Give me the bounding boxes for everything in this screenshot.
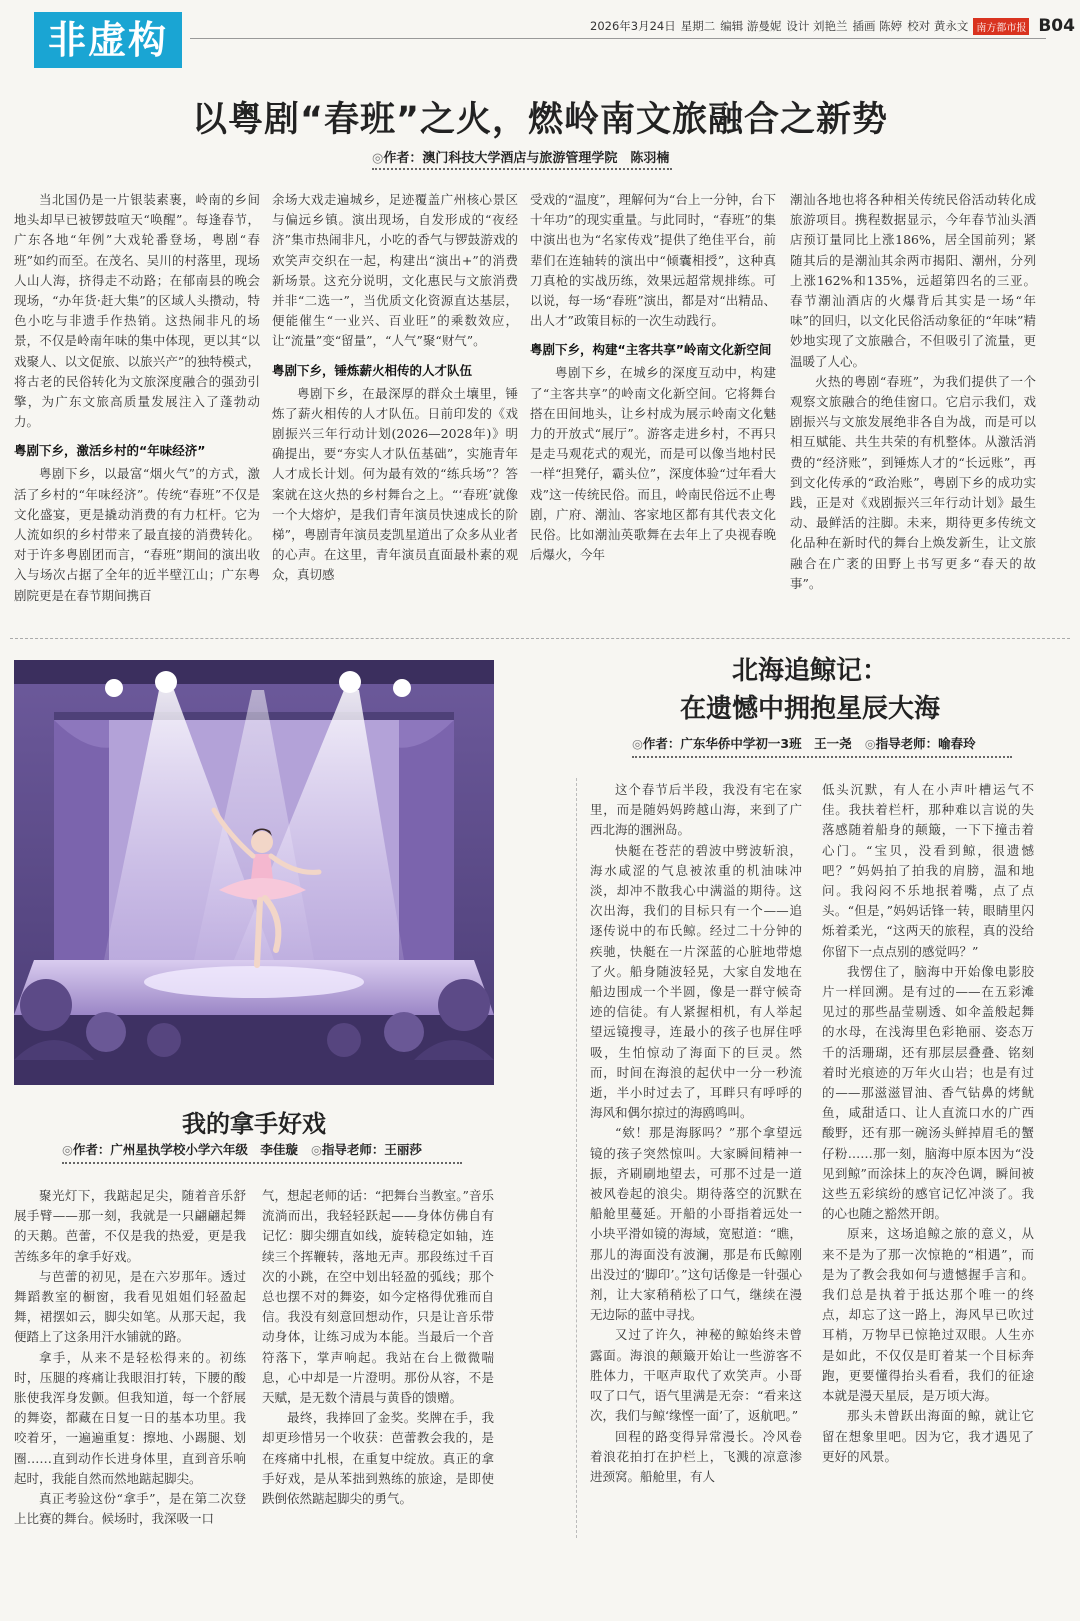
paragraph: 粤剧下乡，在最深厚的群众土壤里，锤炼了薪火相传的人才队伍。日前印发的《戏剧振兴三年行动计划(2026—2028年)》明确提出，要“夯实人才队伍基础”，实施青年人才成长计划。何为最有效的“练兵场”？答案就在这火热的乡村舞台之上。“‘春班’就像一个大熔炉，是我们青年演员快速成长的阶梯”，粤剧青年演员麦凯星道出了众多从业者的心声。在这里，青年演员直面最朴素的观众，真切感 [272,385,518,583]
article3-column-2 [822,780,1034,1467]
article3-title-line1: 北海追鲸记： [731,656,888,686]
column-divider [576,778,577,1538]
newspaper-logo: 南方都市报 [973,18,1029,35]
paragraph: “欸！那是海豚吗？”那个拿望远镜的孩子突然惊叫。大家瞬间精神一振，齐刷刷地望去，可那不过是一道被风卷起的浪尖。期待落空的沉默在船舱里蔓延。开船的小哥指着远处一小块平滑如镜的海域，宽慰道：“瞧，那儿的海面没有波澜，那是布氏鲸刚出没过的‘脚印’。”这句话像是一针强心剂，让大家稍稍松了口气，继续在漫无边际的蓝中寻找。 [590,1125,802,1323]
byline-bullet-icon: ◎ [632,736,643,751]
article3-title-line2: 在遗憾中拥抱星辰大海 [679,694,940,724]
byline-bullet-icon: ◎ [311,1142,322,1157]
article1-column-2 [272,190,518,586]
article3-byline-rule [632,756,1012,758]
paragraph: 火热的粤剧“春班”，为我们提供了一个观察文旅融合的绝佳窗口。它启示我们，戏剧振兴与文旅发展绝非各自为战，而是可以相互赋能、共生共荣的有机整体。从激活消费的“经济账”，到锤炼人才的“长远账”，再到文化传承的“政治账”，粤剧下乡的成功实践，正是对《戏剧振兴三年行动计划》最生动、最鲜活的注脚。未来，期待更多传统文化品种在新时代的舞台上焕发新生，让文旅融合在广袤的田野上书写更多“春天的故事”。 [790,373,1036,591]
paragraph: 粤剧下乡，在城乡的深度互动中，构建了“主客共享”的岭南文化新空间。它将舞台搭在田间地头，让乡村成为展示岭南文化魅力的开放式“展厅”。游客走进乡村，不再只是走马观花式的观光，而是可以像当地村民一样“担凳仔，霸头位”，深度体验“过年看大戏”这一传统民俗。而且，岭南民俗远不止粤剧，广府、潮汕、客家地区都有其代表文化民俗。比如潮汕英歌舞在去年上了央视春晚后爆火，今年 [530,365,776,563]
section-heading: 粤剧下乡，锤炼薪火相传的人才队伍 [272,362,473,378]
paragraph: 快艇在苍茫的碧波中劈波斩浪，海水咸涩的气息被浓重的机油味冲淡，却冲不散我心中满溢的期待。这次出海，我们的目标只有一个——追逐传说中的布氏鲸。经过二十分钟的疾驰，快艇在一片深蓝的心脏地带熄了火。船身随波轻晃，大家自发地在船边围成一个半圆，像是一群守候奇迹的信徒。有人紧握相机，有人举起望远镜搜寻，连最小的孩子也屏住呼吸，生怕惊动了海面下的巨灵。然而，时间在海浪的起伏中一分一秒流逝，半小时过去了，耳畔只有呼呼的海风和偶尔掠过的海鸥鸣叫。 [590,842,802,1121]
byline-bullet-icon: ◎ [62,1142,73,1157]
paragraph: 气，想起老师的话：“把舞台当教室。”音乐流淌而出，我轻轻跃起——身体仿佛自有记忆：脚尖绷直如线，旋转稳定如轴，连续三个挥鞭转，落地无声。那段练过千百次的小跳，在空中划出轻盈的弧线；那个总也摆不对的舞姿，如今定格得优雅而自信。我没有刻意回想动作，只是让音乐带动身体，让练习成为本能。当最后一个音符落下，掌声响起。我站在台上微微喘息，心中却是一片澄明。那份从容，不是天赋，是无数个清晨与黄昏的馈赠。 [262,1188,494,1406]
article2-column-1 [14,1186,246,1529]
article1-column-3 [530,190,776,565]
section-tag: 非虚构 [34,12,182,68]
paragraph: 受戏的“温度”，理解何为“台上一分钟，台下十年功”的现实重量。与此同时，“春班”的集中演出也为“名家传戏”提供了绝佳平台，前辈们在连轴转的演出中“倾囊相授”，这种真刀真枪的实战历练，效果远超常规排练。可以说，每一场“春班”演出，都是对“出精品、出人才”政策目标的一次生动践行。 [530,192,776,329]
paragraph: 拿手，从来不是轻松得来的。初练时，压腿的疼痛让我眼泪打转，下腰的酸胀使我浑身发颤。但我知道，每一个舒展的舞姿，都藏在日复一日的基本功里。我咬着牙，一遍遍重复：擦地、小踢腿、划圈……直到动作长进身体里，直到音乐响起时，我能自然而然地踮起脚尖。 [14,1349,246,1486]
article1-byline-rule [372,168,672,170]
ballet-stage-illustration [14,660,494,1085]
article1-author: 作者：澳门科技大学酒店与旅游管理学院 陈羽楠 [383,151,670,166]
article2-byline-rule [62,1162,462,1164]
article1-byline [372,147,669,166]
paragraph: 最终，我捧回了金奖。奖牌在手，我却更珍惜另一个收获：芭蕾教会我的，是在疼痛中扎根，在重复中绽放。真正的拿手好戏，是从苯拙到熟练的旅途，是即使跌倒依然踮起脚尖的勇气。 [262,1410,494,1507]
section-divider [10,638,1070,639]
article3-title [600,652,1020,728]
article1-column-1 [14,190,260,606]
designer-credit: 设计 刘艳兰 [786,19,848,33]
article3-byline [632,734,976,752]
article3-advisor: 指导老师：喻春玲 [875,736,976,751]
paragraph: 这个春节后半段，我没有宅在家里，而是随妈妈跨越山海，来到了广西北海的涠洲岛。 [590,782,802,838]
editor-credit: 编辑 游曼妮 [720,19,782,33]
paragraph: 真正考验这份“拿手”，是在第二次登上比赛的舞台。候场时，我深吸一口 [14,1491,246,1527]
byline-bullet-icon: ◎ [372,151,384,166]
byline-bullet-icon: ◎ [864,736,876,751]
paragraph: 与芭蕾的初见，是在六岁那年。透过舞蹈教室的橱窗，我看见姐姐们轻盈起舞，裙摆如云，脚尖如笔。从那天起，我便踏上了这条用汗水铺就的路。 [14,1268,246,1345]
paragraph: 原来，这场追鲸之旅的意义，从来不是为了那一次惊艳的“相遇”，而是为了教会我如何与遗憾握手言和。我们总是执着于抵达那个唯一的终点，却忘了这一路上，海风早已吹过耳梢，万物早已惊艳过双眼。人生亦是如此，不仅仅是盯着某一个目标奔跑，更要懂得抬头看看，我们的征途本就是漫天星辰，是万顷大海。 [822,1226,1034,1404]
paragraph: 余场大戏走遍城乡，足迹覆盖广州核心景区与偏远乡镇。演出现场，自发形成的“夜经济”集市热闹非凡，小吃的香气与锣鼓游戏的欢笑声交织在一起，构建出“演出+”的消费新场景。这充分说明，文化惠民与文旅消费并非“二选一”，当优质文化资源直达基层，便能催生“一业兴、百业旺”的乘数效应，让“流量”变“留量”，“人气”聚“财气”。 [272,192,518,349]
article2-column-2 [262,1186,494,1509]
article3-author: 作者：广东华侨中学初一3班 王一尧 [642,736,852,751]
paragraph: 粤剧下乡，以最富“烟火气”的方式，激活了乡村的“年味经济”。传统“春班”不仅是文化盛宴，更是撬动消费的有力杠杆。它为人流如织的乡村带来了最直接的消费转化。对于许多粤剧团而言，“春班”期间的演出收入与场次占据了全年的近半壁江山；广东粤剧院更是在春节期间携百 [14,466,260,603]
proofreader-credit: 校对 黄永文 [907,19,969,33]
article1-column-4 [790,190,1036,594]
paragraph: 当北国仍是一片银装素裹，岭南的乡间地头却早已被锣鼓喧天“唤醒”。每逢春节，广东各地“年例”大戏轮番登场，粤剧“春班”如约而至。在茂名、吴川的村落里，现场人山人海，挤得走不动路；在郁南县的晚会现场，“办年货·赶大集”的区域人头攒动，特色小吃与非遗手作热销。这热闹非凡的场景，不仅是岭南年味的集中体现，更以其“以戏聚人、以文促旅、以旅兴产”的独特模式，将古老的民俗转化为文旅深度融合的强劲引擎，为广东文旅高质量发展注入了蓬勃动力。 [14,192,260,430]
paragraph: 聚光灯下，我踮起足尖，随着音乐舒展手臂——那一刻，我就是一只翩翩起舞的天鹅。芭蕾，不仅是我的热爱，更是我苦练多年的拿手好戏。 [14,1188,246,1264]
issue-date: 2026年3月24日 [590,19,676,33]
paragraph: 我愣住了，脑海中开始像电影胶片一样回溯。是有过的——在五彩滩见过的那些晶莹剔透、如伞盖般起舞的水母，在浅海里色彩艳丽、姿态万千的活珊瑚，还有那层层叠叠、铭刻着时光痕迹的万年火山岩；也是有过的——那滋滋冒油、香气钻鼻的烤鱿鱼，咸甜适口、让人直流口水的广西酸野，还有那一碗汤头鲜掉眉毛的蟹仔粉……那一刻，脑海中原本因为“没见到鲸”而涂抹上的灰冷色调，瞬间被这些五彩缤纷的感官记忆冲淡了。我的心也随之豁然开朗。 [822,963,1034,1222]
paragraph: 又过了许久，神秘的鲸始终未曾露面。海浪的颠簸开始让一些游客不胜体力，干呕声取代了欢笑声。小哥叹了口气，语气里满是无奈：“看来这次，我们与鲸‘缘悭一面’了，返航吧。” [590,1327,802,1424]
section-heading: 粤剧下乡，激活乡村的“年味经济” [14,443,206,459]
illustrator-credit: 插画 陈婷 [852,19,903,33]
page-meta [590,15,1075,37]
article3-column-1 [590,780,802,1487]
page-number: B04 [1038,16,1075,36]
article2-advisor: 指导老师：王丽莎 [321,1142,422,1157]
paragraph: 那头未曾跃出海面的鲸，就让它留在想象里吧。因为它，我才遇见了更好的风景。 [822,1408,1034,1464]
article2-byline [62,1140,422,1158]
article2-title: 我的拿手好戏 [182,1110,326,1138]
section-heading: 粤剧下乡，构建“主客共享”岭南文化新空间 [530,342,772,358]
paragraph: 低头沉默，有人在小声叶槽运气不佳。我扶着栏杆，那种难以言说的失落感随着船身的颠簸，一下下撞击着心门。“宝贝，没看到鲸，很遗憾吧？”妈妈拍了拍我的肩膀，温和地问。我闷闷不乐地抿着嘴，点了点头。“但是，”妈妈话锋一转，眼睛里闪烁着柔光，“这两天的旅程，真的没给你留下一点点别的感觉吗？” [822,782,1034,959]
article1-title: 以粤剧“春班”之火，燃岭南文旅融合之新势 [191,100,888,140]
paragraph: 潮汕各地也将各种相关传统民俗活动转化成旅游项目。携程数据显示，今年春节汕头酒店预订量同比上涨186%，居全国前列；紧随其后的是潮汕其余两市揭阳、潮州，分列上涨162%和135%，远超第四名的三亚。春节潮汕酒店的火爆背后其实是一场“年味”的回归，以文化民俗活动象征的“年味”精妙地实现了文旅融合，不但吸引了流量，更温暖了人心。 [790,192,1036,369]
paragraph: 回程的路变得异常漫长。冷风卷着浪花拍打在护栏上，飞溅的凉意渗进颈窝。船舱里，有人 [590,1428,802,1484]
issue-weekday: 星期二 [680,19,716,33]
header-rule [190,38,1046,39]
article2-author: 作者：广州星执学校小学六年级 李佳璇 [72,1142,298,1157]
